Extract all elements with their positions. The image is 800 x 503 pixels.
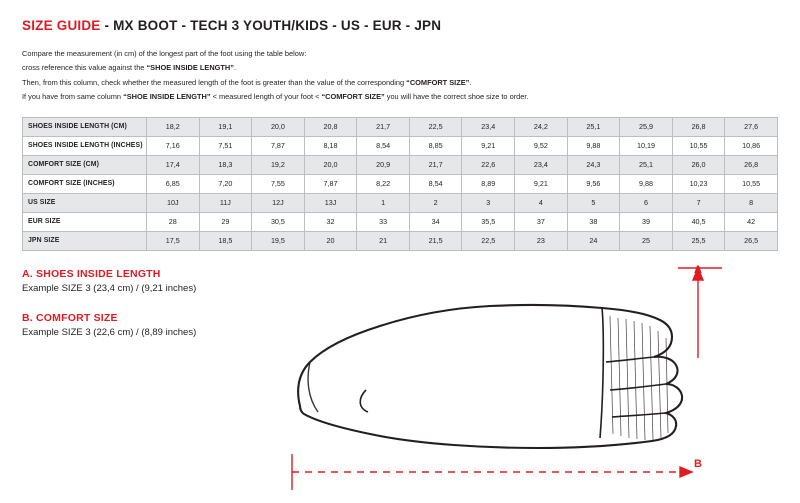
table-cell: 9,88 [620, 174, 673, 193]
table-cell: 7 [672, 193, 725, 212]
table-row [23, 212, 778, 231]
table-cell: 11J [199, 193, 252, 212]
legend-b-title: B. COMFORT SIZE [22, 312, 118, 324]
table-cell: 22,5 [462, 231, 515, 250]
foot-diagram [262, 258, 782, 496]
table-cell: 18,5 [199, 231, 252, 250]
table-cell: 30,5 [252, 212, 305, 231]
table-cell: 20,0 [252, 117, 305, 136]
table-cell: 19,2 [252, 155, 305, 174]
table-cell: 12J [252, 193, 305, 212]
page-title-rest: - MX BOOT - TECH 3 YOUTH/KIDS - US - EUR - JPN [104, 18, 442, 33]
table-cell: 25,1 [567, 117, 620, 136]
table-cell: 20 [304, 231, 357, 250]
row-header: COMFORT SIZE (CM) [23, 155, 147, 174]
dimension-a [678, 268, 722, 358]
table-cell: 26,8 [725, 155, 778, 174]
table-cell: 21,5 [409, 231, 462, 250]
table-cell: 7,51 [199, 136, 252, 155]
table-cell: 23 [515, 231, 568, 250]
table-cell: 8,89 [462, 174, 515, 193]
arch-line [360, 390, 368, 412]
table-cell: 8,54 [357, 136, 410, 155]
table-cell: 24,3 [567, 155, 620, 174]
heel-line [308, 362, 318, 412]
legend-a-title: A. SHOES INSIDE LENGTH [22, 268, 161, 280]
table-cell: 17,4 [147, 155, 200, 174]
table-cell: 25,1 [620, 155, 673, 174]
table-cell: 3 [462, 193, 515, 212]
table-cell: 9,21 [515, 174, 568, 193]
table-cell: 7,20 [199, 174, 252, 193]
table-cell: 20,8 [304, 117, 357, 136]
legend-b-text: Example SIZE 3 (22,6 cm) / (8,89 inches) [22, 327, 197, 338]
table-cell: 32 [304, 212, 357, 231]
table-cell: 25,5 [672, 231, 725, 250]
table-cell: 27,6 [725, 117, 778, 136]
table-cell: 9,21 [462, 136, 515, 155]
instructions [22, 47, 778, 105]
foot-shape [298, 305, 682, 448]
table-cell: 42 [725, 212, 778, 231]
table-cell: 21,7 [357, 117, 410, 136]
legend-a-text: Example SIZE 3 (23,4 cm) / (9,21 inches) [22, 283, 197, 294]
table-cell: 21 [357, 231, 410, 250]
page-title-prefix: SIZE GUIDE [22, 18, 101, 33]
table-cell: 9,56 [567, 174, 620, 193]
table-cell: 4 [515, 193, 568, 212]
table-row [23, 155, 778, 174]
table-cell: 33 [357, 212, 410, 231]
table-cell: 24 [567, 231, 620, 250]
table-cell: 22,5 [409, 117, 462, 136]
table-cell: 26,8 [672, 117, 725, 136]
table-cell: 20,9 [357, 155, 410, 174]
table-cell: 23,4 [515, 155, 568, 174]
table-cell: 7,87 [252, 136, 305, 155]
table-cell: 8,18 [304, 136, 357, 155]
instruction-line-2: cross reference this value against the “SHOE INSIDE LENGTH”. [22, 63, 237, 73]
toe-hatching [610, 316, 668, 440]
table-cell: 39 [620, 212, 673, 231]
page-title [22, 18, 778, 33]
table-cell: 10,55 [725, 174, 778, 193]
table-cell: 7,55 [252, 174, 305, 193]
table-cell: 21,7 [409, 155, 462, 174]
instruction-line-4: If you have from same column “SHOE INSIDE LENGTH” < measured length of your foot < “COMFORT SIZE” you will have the correct shoe size to order. [22, 92, 529, 102]
table-cell: 37 [515, 212, 568, 231]
table-cell: 29 [199, 212, 252, 231]
table-cell: 26,5 [725, 231, 778, 250]
table-cell: 24,2 [515, 117, 568, 136]
table-cell: 8,85 [409, 136, 462, 155]
table-cell: 17,5 [147, 231, 200, 250]
table-row [23, 117, 778, 136]
instruction-line-1: Compare the measurement (in cm) of the longest part of the foot using the table below: [22, 49, 307, 58]
table-cell: 8 [725, 193, 778, 212]
table-cell: 26,0 [672, 155, 725, 174]
table-cell: 28 [147, 212, 200, 231]
dimension-b [292, 454, 692, 490]
row-header: US SIZE [23, 193, 147, 212]
table-cell: 9,52 [515, 136, 568, 155]
row-header: COMFORT SIZE (INCHES) [23, 174, 147, 193]
table-row [23, 193, 778, 212]
table-cell: 10,55 [672, 136, 725, 155]
row-header: SHOES INSIDE LENGTH (INCHES) [23, 136, 147, 155]
table-cell: 9,88 [567, 136, 620, 155]
table-cell: 10,19 [620, 136, 673, 155]
table-cell: 7,16 [147, 136, 200, 155]
table-cell: 1 [357, 193, 410, 212]
table-cell: 19,1 [199, 117, 252, 136]
table-cell: 35,5 [462, 212, 515, 231]
table-cell: 2 [409, 193, 462, 212]
table-cell: 19,5 [252, 231, 305, 250]
table-cell: 7,87 [304, 174, 357, 193]
table-cell: 20,0 [304, 155, 357, 174]
table-cell: 10J [147, 193, 200, 212]
table-cell: 8,54 [409, 174, 462, 193]
table-cell: 40,5 [672, 212, 725, 231]
table-cell: 8,22 [357, 174, 410, 193]
row-header: EUR SIZE [23, 212, 147, 231]
table-cell: 10,86 [725, 136, 778, 155]
dimension-a-label: A [694, 264, 702, 276]
table-cell: 6 [620, 193, 673, 212]
row-header: JPN SIZE [23, 231, 147, 250]
table-row [23, 174, 778, 193]
dimension-b-label: B [694, 458, 702, 470]
row-header: SHOES INSIDE LENGTH (CM) [23, 117, 147, 136]
size-chart-table [22, 117, 778, 251]
table-cell: 34 [409, 212, 462, 231]
table-cell: 23,4 [462, 117, 515, 136]
table-row [23, 136, 778, 155]
table-cell: 22,6 [462, 155, 515, 174]
table-cell: 5 [567, 193, 620, 212]
table-cell: 10,23 [672, 174, 725, 193]
table-cell: 18,2 [147, 117, 200, 136]
table-cell: 25,9 [620, 117, 673, 136]
instruction-line-3: Then, from this column, check whether the measured length of the foot is greater than the value of the corresponding “COMFORT SIZE”. [22, 77, 472, 87]
toe-lines [600, 308, 666, 438]
foot-outline-svg [262, 258, 782, 496]
table-row [23, 231, 778, 250]
table-cell: 38 [567, 212, 620, 231]
table-cell: 13J [304, 193, 357, 212]
table-cell: 6,85 [147, 174, 200, 193]
table-cell: 25 [620, 231, 673, 250]
table-cell: 18,3 [199, 155, 252, 174]
